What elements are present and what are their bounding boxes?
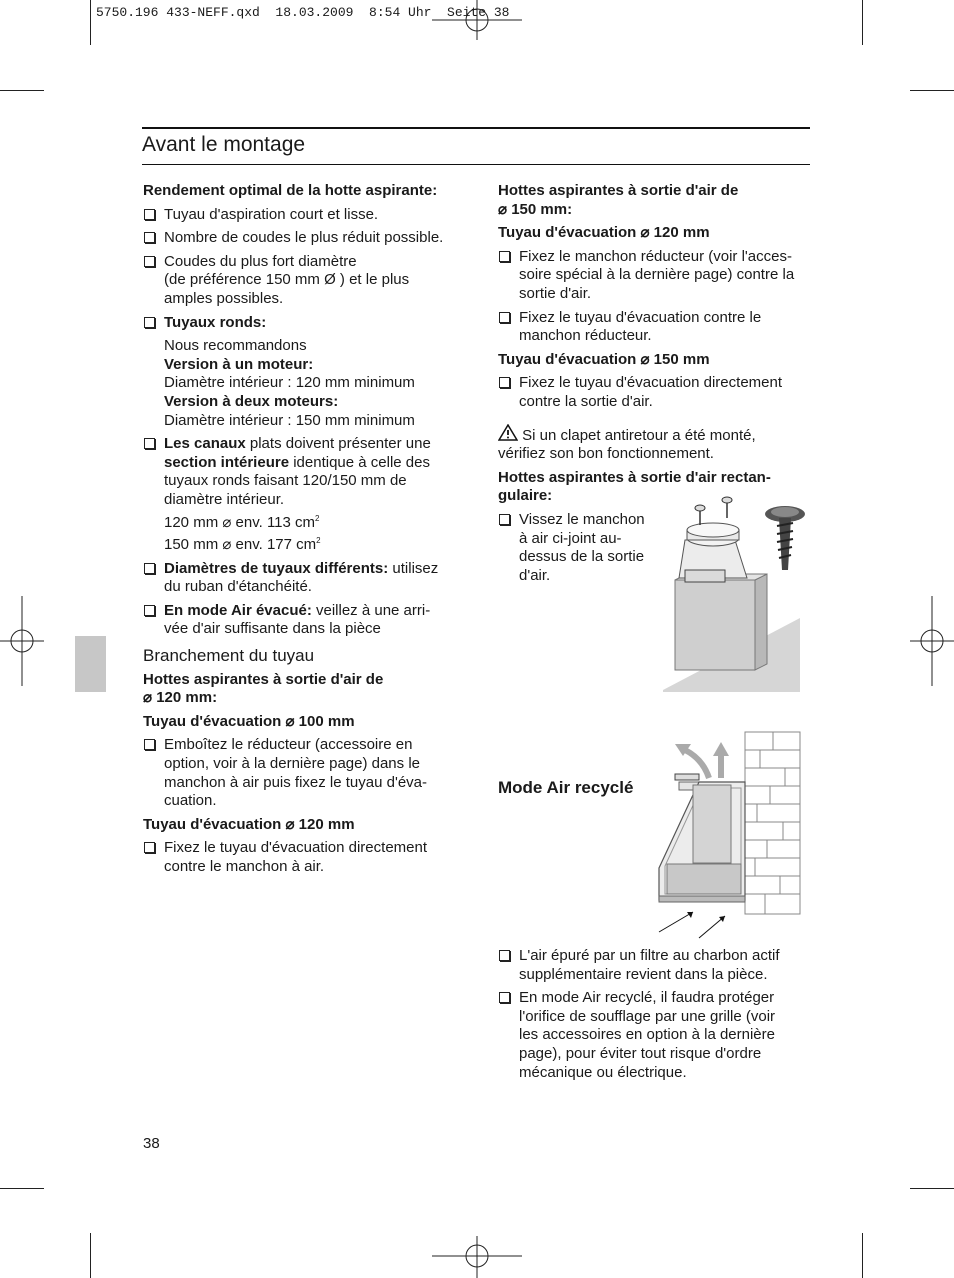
- tuyau-150-heading: Tuyau d'évacuation ⌀ 150 mm: [498, 350, 710, 368]
- mode-air-recycle-heading: Mode Air recyclé: [498, 778, 634, 797]
- title-rule-top: [142, 127, 810, 129]
- right-column-bottom: [498, 947, 818, 1087]
- registration-mark-left: [0, 596, 44, 686]
- list-item: En mode Air recyclé, il faudra protéger l'orifice de soufflage par une grille (voir les accessoires en option à la dernière page), pour éviter tout risque d'ordre mécanique ou électrique.: [498, 989, 818, 1082]
- hottes-120-heading: Hottes aspirantes à sortie d'air de ⌀ 120 mm:: [143, 670, 384, 707]
- list-item: Tuyaux ronds:: [143, 314, 463, 333]
- hottes-150-heading: Hottes aspirantes à sortie d'air de ⌀ 150 mm:: [498, 182, 739, 218]
- list-item: Fixez le tuyau d'évacuation directement contre le manchon à air.: [143, 839, 463, 876]
- tuyau-120-heading: Tuyau d'évacuation ⌀ 120 mm: [498, 224, 710, 242]
- list-item: Fixez le tuyau d'évacuation directement contre la sortie d'air.: [498, 374, 818, 411]
- list-item: L'air épuré par un filtre au charbon actif supplémentaire revient dans la pièce.: [498, 947, 818, 984]
- title-rule-bottom: [142, 164, 810, 165]
- section-tab: [75, 636, 106, 692]
- print-header: 5750.196 433-NEFF.qxd 18.03.2009 8:54 Uhr Seite 38: [96, 5, 510, 20]
- warning-note: Si un clapet antiretour a été monté, vérifiez son bon fonctionnement.: [498, 424, 818, 464]
- registration-mark-right: [910, 596, 954, 686]
- list-item: Vissez le manchon à air ci-joint au- dessus de la sortie d'air.: [498, 511, 659, 585]
- list-item: Tuyau d'aspiration court et lisse.: [143, 206, 463, 225]
- recommend-block: Nous recommandons Version à un moteur: Diamètre intérieur : 120 mm minimum Version à deux moteurs: Diamètre intérieur : 150 mm minimum: [164, 337, 415, 429]
- branchement-heading: Branchement du tuyau: [143, 646, 315, 666]
- list-item: En mode Air évacué: veillez à une arri- vée d'air suffisante dans la pièce: [143, 602, 463, 639]
- list-item: Emboîtez le réducteur (accessoire en option, voir à la dernière page) dans le manchon à air puis fixez le tuyau d'éva- cuation.: [143, 736, 463, 810]
- left-column: [143, 182, 463, 882]
- recirculation-illustration: [645, 730, 805, 942]
- tuyau-100-heading: Tuyau d'évacuation ⌀ 100 mm: [143, 712, 355, 730]
- list-item: Fixez le tuyau d'évacuation contre le manchon réducteur.: [498, 309, 818, 346]
- warning-icon: [498, 424, 518, 441]
- page-title: Avant le montage: [142, 133, 306, 156]
- optimal-heading: Rendement optimal de la hotte aspirante:: [143, 182, 438, 199]
- list-item: Diamètres de tuyaux différents: utilisez du ruban d'étanchéité.: [143, 560, 463, 597]
- list-item: Fixez le manchon réducteur (voir l'acces- soire spécial à la dernière page) contre la sortie d'air.: [498, 248, 818, 304]
- rectangular-outlet-illustration: [655, 490, 810, 692]
- list-item: Les canaux plats doivent présenter une section intérieure identique à celle des tuyaux ronds faisant 120/150 mm de diamètre intérieur. 120 mm ⌀ env. 113 $cm^2$ 150 mm ⌀ env. 177 $cm^2$: [143, 435, 463, 555]
- tuyau-120-heading: Tuyau d'évacuation ⌀ 120 mm: [143, 815, 355, 833]
- page-number: 38: [143, 1135, 160, 1152]
- list-item: Nombre de coudes le plus réduit possible.: [143, 229, 463, 248]
- rect-heading: Hottes aspirantes à sortie d'air rectan- gulaire:: [498, 468, 771, 505]
- registration-mark-bottom: [432, 1236, 522, 1278]
- list-item: Coudes du plus fort diamètre (de préférence 150 mm Ø ) et le plus amples possibles.: [143, 253, 463, 309]
